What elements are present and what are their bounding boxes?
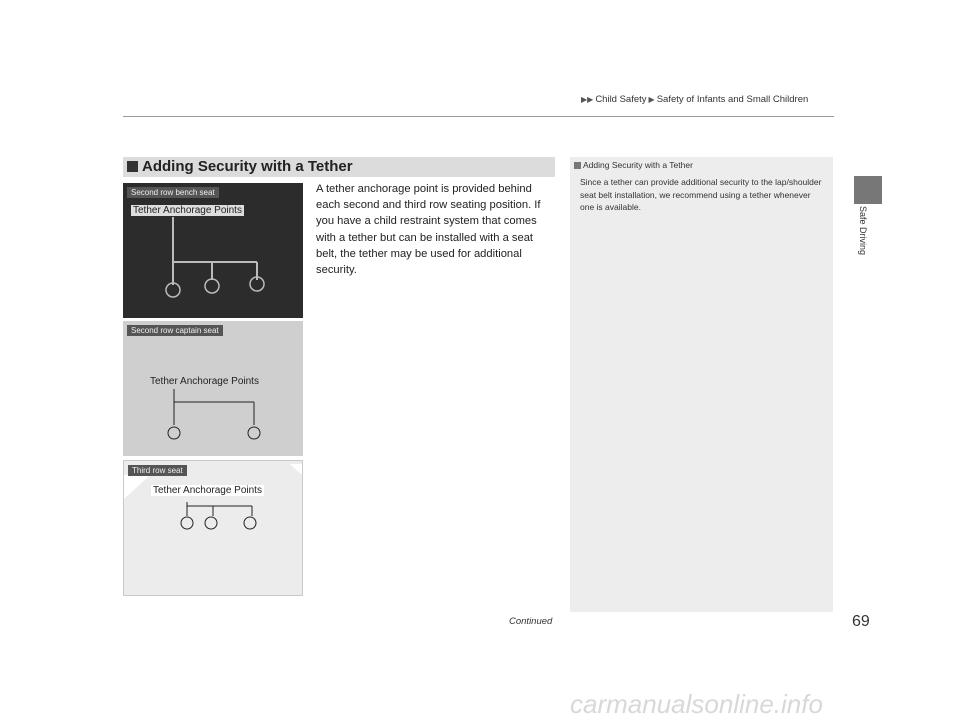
chapter-tab-label: Safe Driving — [858, 206, 868, 256]
side-note — [570, 157, 833, 612]
anchor-label: Tether Anchorage Points — [133, 205, 242, 216]
anchor-ring-icon — [248, 427, 260, 439]
breadcrumb-arrow-icon: ▶ — [648, 95, 655, 104]
section-square-icon — [127, 161, 138, 172]
anchor-ring-icon — [166, 283, 180, 297]
breadcrumb — [579, 94, 808, 105]
breadcrumb-arrow-icon: ▶▶ — [581, 95, 594, 104]
figure-captain-seat — [123, 321, 303, 456]
captain-seat-diagram — [123, 321, 303, 456]
figure-label: Third row seat — [128, 465, 187, 476]
figure-label: Second row bench seat — [127, 187, 219, 198]
anchor-ring-icon — [181, 517, 193, 529]
page-number: 69 — [852, 613, 870, 630]
anchor-ring-icon — [244, 517, 256, 529]
figure-bench-seat — [123, 183, 303, 318]
third-row-seat-diagram — [124, 461, 302, 595]
breadcrumb-item-child-safety[interactable]: Child Safety — [595, 94, 647, 105]
anchor-ring-icon — [205, 517, 217, 529]
header-rule — [123, 116, 834, 117]
anchor-ring-icon — [205, 279, 219, 293]
breadcrumb-item-infants[interactable]: Safety of Infants and Small Children — [656, 94, 809, 105]
note-title: Adding Security with a Tether — [574, 160, 693, 170]
anchor-label: Tether Anchorage Points — [150, 376, 259, 387]
chapter-tab[interactable] — [852, 206, 868, 286]
note-body: Since a tether can provide additional security to the lap/shoulder seat belt installation, we recommend using a tether whenever one is available. — [580, 177, 822, 212]
section-heading — [123, 157, 555, 177]
bench-seat-diagram — [123, 183, 303, 318]
anchor-ring-icon — [168, 427, 180, 439]
watermark: carmanualsonline.info — [570, 689, 823, 719]
note-marker-icon — [574, 162, 581, 169]
chapter-tab-marker — [854, 176, 882, 204]
section-body: A tether anchorage point is provided behind each second and third row seating position. If you have a child restraint system that comes with a tether but can be installed with a seat belt, the tether may be used for additional security. — [316, 183, 541, 277]
continued-label: Continued — [509, 616, 553, 627]
figure-label: Second row captain seat — [127, 325, 223, 336]
anchor-label: Tether Anchorage Points — [153, 485, 262, 496]
figure-third-row-seat — [123, 460, 303, 596]
section-title: Adding Security with a Tether — [142, 158, 353, 175]
